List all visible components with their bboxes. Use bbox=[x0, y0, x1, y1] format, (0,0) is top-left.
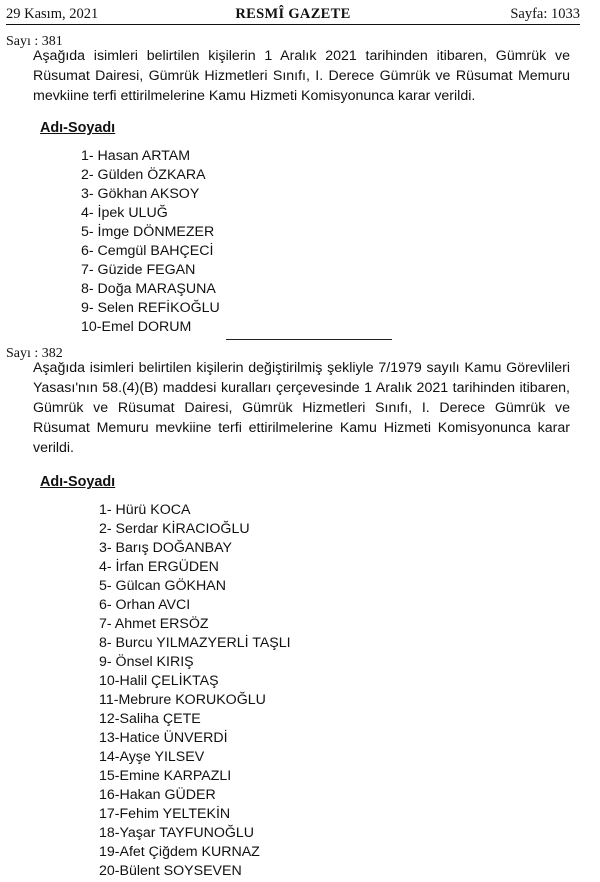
list-item: 5- Gülcan GÖKHAN bbox=[99, 578, 226, 594]
list-item: 8- Doğa MARAŞUNA bbox=[81, 281, 216, 297]
names-list-381 bbox=[81, 147, 220, 337]
list-item: 4- İpek ULUĞ bbox=[81, 205, 168, 221]
list-item: 8- Burcu YILMAZYERLİ TAŞLI bbox=[99, 635, 291, 651]
list-item: 6- Orhan AVCI bbox=[99, 597, 191, 613]
list-item: 13-Hatice ÜNVERDİ bbox=[99, 730, 228, 746]
list-item: 1- Hasan ARTAM bbox=[81, 148, 191, 164]
list-item: 1- Hürü KOCA bbox=[99, 502, 191, 518]
list-item: 9- Önsel KIRIŞ bbox=[99, 654, 194, 670]
list-item: 4- İrfan ERGÜDEN bbox=[99, 559, 219, 575]
list-item: 7- Güzide FEGAN bbox=[81, 262, 196, 278]
page-header bbox=[6, 6, 580, 25]
list-item: 12-Saliha ÇETE bbox=[99, 711, 201, 727]
decision-number-382: Sayı : 382 bbox=[6, 346, 63, 361]
names-list-382 bbox=[81, 501, 291, 881]
gazette-title: RESMÎ GAZETE bbox=[235, 6, 351, 22]
list-item: 11-Mebrure KORUKOĞLU bbox=[99, 692, 266, 708]
list-item: 10-Emel DORUM bbox=[81, 319, 192, 335]
list-item: 19-Afet Çiğdem KURNAZ bbox=[99, 844, 260, 860]
decision-text-381: Aşağıda isimleri belirtilen kişilerin 1 Aralık 2021 tarihinden itibaren, Gümrük ve Rüsumat Dairesi, Gümrük Hizmetleri Sınıfı, I. Derece Gümrük ve Rüsumat Memuru mevkiine terfi ettirilmelerine Kamu Hizmeti Komisyonunca karar verildi. bbox=[33, 48, 570, 104]
decision-number-381: Sayı : 381 bbox=[6, 34, 63, 49]
list-item: 14-Ayşe YILSEV bbox=[99, 749, 205, 765]
list-item: 18-Yaşar TAYFUNOĞLU bbox=[99, 825, 255, 841]
list-item: 17-Fehim YELTEKİN bbox=[99, 806, 231, 822]
list-item: 15-Emine KARPAZLI bbox=[99, 768, 232, 784]
page-number: Sayfa: 1033 bbox=[510, 6, 580, 22]
list-item: 7- Ahmet ERSÖZ bbox=[99, 616, 209, 632]
list-item: 2- Gülden ÖZKARA bbox=[81, 167, 206, 183]
list-item: 10-Halil ÇELİKTAŞ bbox=[99, 673, 219, 689]
list-item: 20-Bülent SOYSEVEN bbox=[99, 863, 242, 879]
section-divider bbox=[226, 339, 392, 340]
list-item: 2- Serdar KİRACIOĞLU bbox=[99, 521, 250, 537]
list-item: 3- Gökhan AKSOY bbox=[81, 186, 200, 202]
list-item: 6- Cemgül BAHÇECİ bbox=[81, 243, 214, 259]
names-heading-381: Adı-Soyadı bbox=[40, 120, 116, 136]
header-date: 29 Kasım, 2021 bbox=[6, 6, 99, 22]
list-item: 9- Selen REFİKOĞLU bbox=[81, 300, 220, 316]
list-item: 5- İmge DÖNMEZER bbox=[81, 224, 215, 240]
names-heading-382: Adı-Soyadı bbox=[40, 474, 116, 490]
list-item: 16-Hakan GÜDER bbox=[99, 787, 216, 803]
list-item: 3- Barış DOĞANBAY bbox=[99, 540, 232, 556]
decision-text-382: Aşağıda isimleri belirtilen kişilerin değiştirilmiş şekliyle 7/1979 sayılı Kamu Görevlileri Yasası'nın 58.(4)(B) maddesi kuralları çerçevesinde 1 Aralık 2021 tarihinden itibaren, Gümrük ve Rüsumat Dairesi, Gümrük Hizmetleri Sınıfı, I. Derece Gümrük ve Rüsumat Memuru mevkiine terfi ettirilmelerine Kamu Hizmeti Komisyonunca karar verildi. bbox=[33, 360, 570, 456]
